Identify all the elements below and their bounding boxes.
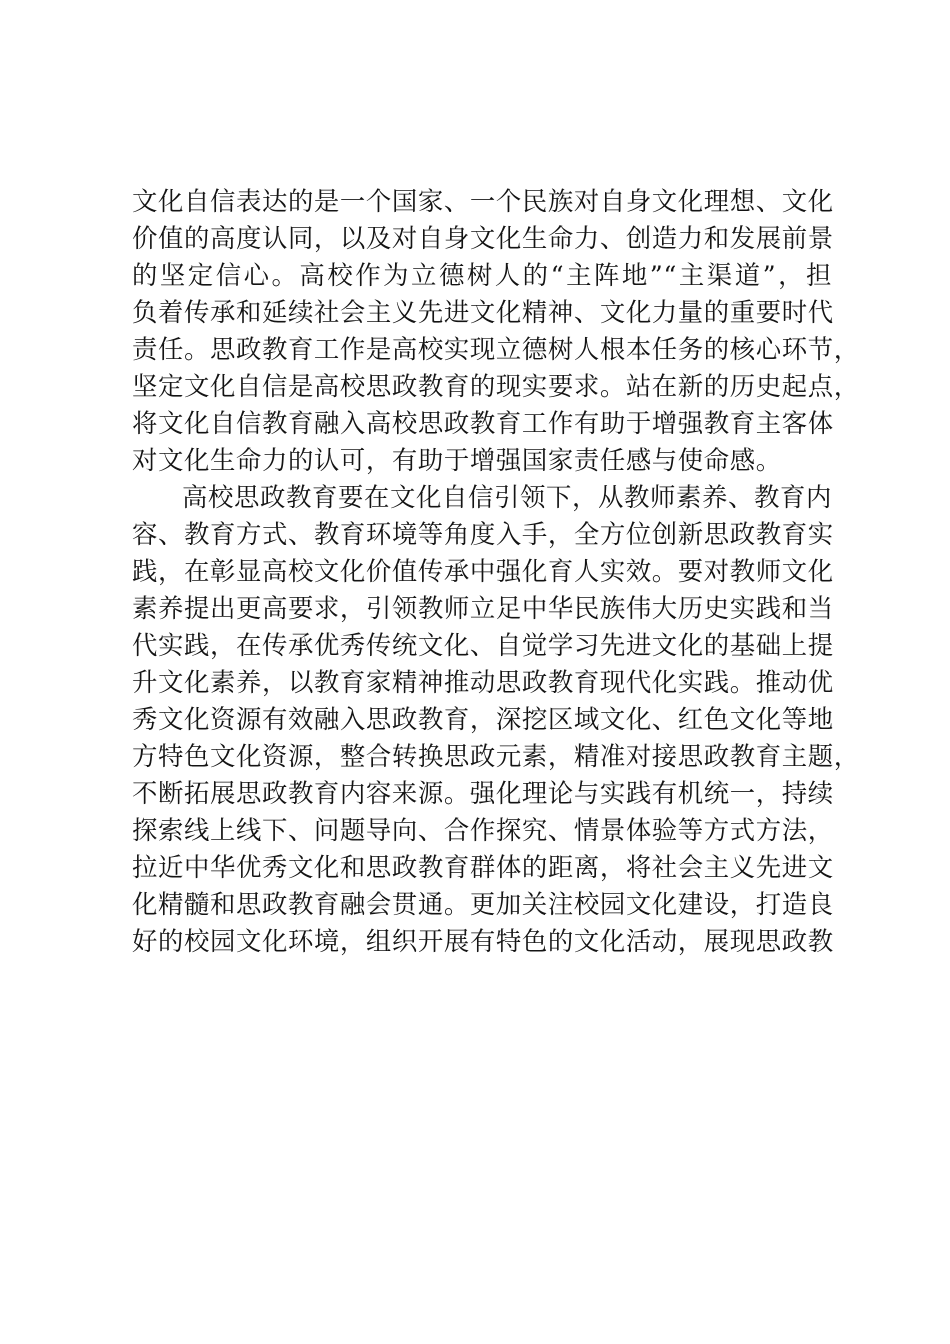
text-line: 秀文化资源有效融入思政教育，深挖区域文化、红色文化等地	[132, 704, 834, 734]
text-line: 文化自信表达的是一个国家、一个民族对自身文化理想、文化	[132, 186, 834, 216]
text-line: 负着传承和延续社会主义先进文化精神、文化力量的重要时代	[132, 297, 834, 327]
text-line: 方特色文化资源，整合转换思政元素，精准对接思政教育主题，	[132, 741, 860, 771]
text-line: 坚定文化自信是高校思政教育的现实要求。站在新的历史起点，	[132, 371, 860, 401]
text-line: 探索线上线下、问题导向、合作探究、情景体验等方式方法，	[132, 815, 834, 845]
paragraph-1	[132, 183, 860, 479]
text-line: 将文化自信教育融入高校思政教育工作有助于增强教育主客体	[132, 408, 834, 438]
text-line: 践，在彰显高校文化价值传承中强化育人实效。要对教师文化	[132, 556, 834, 586]
text-line: 容、教育方式、教育环境等角度入手，全方位创新思政教育实	[132, 519, 834, 549]
text-line: 高校思政教育要在文化自信引领下，从教师素养、教育内	[182, 482, 832, 512]
text-line: 价值的高度认同，以及对自身文化生命力、创造力和发展前景	[132, 223, 834, 253]
text-line: 对文化生命力的认可，有助于增强国家责任感与使命感。	[132, 445, 782, 475]
text-line: 代实践，在传承优秀传统文化、自觉学习先进文化的基础上提	[132, 630, 834, 660]
text-line: 升文化素养，以教育家精神推动思政教育现代化实践。推动优	[132, 667, 834, 697]
text-line: 的坚定信心。高校作为立德树人的“主阵地”“主渠道”，担	[132, 260, 832, 290]
text-line: 素养提出更高要求，引领教师立足中华民族伟大历史实践和当	[132, 593, 834, 623]
document-body	[132, 183, 860, 960]
text-line: 责任。思政教育工作是高校实现立德树人根本任务的核心环节，	[132, 334, 860, 364]
text-line: 化精髓和思政教育融会贯通。更加关注校园文化建设，打造良	[132, 889, 834, 919]
paragraph-2	[132, 479, 860, 960]
text-line: 不断拓展思政教育内容来源。强化理论与实践有机统一，持续	[132, 778, 834, 808]
text-line: 好的校园文化环境，组织开展有特色的文化活动，展现思政教	[132, 926, 834, 956]
text-line: 拉近中华优秀文化和思政教育群体的距离，将社会主义先进文	[132, 852, 834, 882]
